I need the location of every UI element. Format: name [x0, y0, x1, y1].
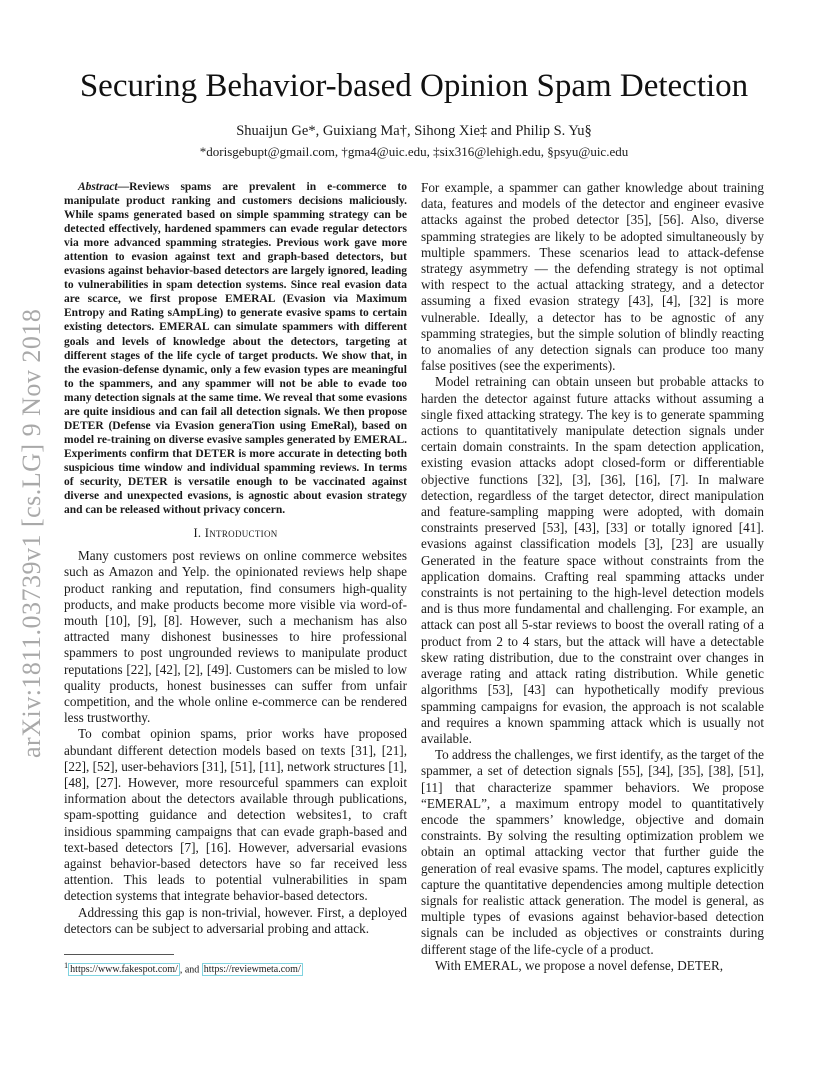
intro-paragraph-5: Model retraining can obtain unseen but probable attacks to harden the detector against future attacks without assuming a single fixed attacking strategy. The key is to generate spamming actions to quantitatively manipulate detection signals under certain domain constraints. In the spam detection application, existing evasion attacks adopt closed-form or differentiable objective functions [32], [3], [36], [16], [7]. In malware detection, regardless of the target detector, direct manipulation and feature-sampling mapping were adopted, with domain constraints preserved [53], [43], [33] or totally ignored [41]. evasions against classification models [3], [23] are usually Generated in the feature space without constraints from the application domains. Crafting real spamming attacks under constraints is not pertaining to the high-level detection models and is thus more fundamental and challenging. For example, an attack can post all 5-star reviews to boost the overall rating of a product from 2 to 4 stars, but the attack will have a detectable skew rating distribution, due to the constraint over changes in average rating and attack rating distribution. While genetic algorithms [53], [43] can hypothetically modify previous spamming campaigns for evasion, the approach is not scalable and requires a known spamming attack which is usually not available. — [421, 374, 764, 746]
author-list: Shuaijun Ge*, Guixiang Ma†, Sihong Xie‡ and Philip S. Yu§ — [236, 123, 592, 139]
footnote — [64, 960, 303, 976]
footnote-mark: 1 — [64, 961, 69, 970]
intro-paragraph-3: Addressing this gap is non-trivial, however. First, a deployed detectors can be subject to adversarial probing and attack. — [64, 904, 407, 936]
abstract-label: Abstract — [78, 181, 118, 193]
intro-paragraph-4: For example, a spammer can gather knowledge about training data, features and models of the detector and engineer evasive attacks against the probed detector [35], [56]. Also, diverse spamming strategies are likely to be adopted simultaneously by multiple spammers. These scenarios lead to attack-defense strategy asymmetry — the defending strategy is not optimal with respect to the actual attacking strategy, and a detector assuming a fixed evasion strategy [43], [4], [32] is more vulnerable. Ideally, a detector has to be agnostic of any spamming strategies, but the simple solution of blindly reacting to anomalies of any detection signals can produce too many false positives (see the experiments). — [421, 180, 764, 374]
paper-title: Securing Behavior-based Opinion Spam Detection — [79, 68, 749, 104]
footnote-divider — [64, 954, 174, 955]
intro-paragraph-6: To address the challenges, we first identify, as the target of the spammer, a set of detection signals [55], [34], [35], [38], [51], [11] that characterize spammer behaviors. We propose “EMERAL”, a maximum entropy model to quantitatively encode the spammers’ knowledge, objective and domain constraints. By solving the resulting optimization problem we obtain an optimal attacking vector that further guide the generation of real evasive spams. The model, captures explicitly capture the quantitative dependencies among multiple detection signals for realistic attack generation. The model is general, as multiple types of evasions against behavior-based detection signals can be included as objectives or constraints during different stage of the life-cycle of a product. — [421, 747, 764, 957]
intro-paragraph-1: Many customers post reviews on online commerce websites such as Amazon and Yelp. the opinionated reviews help shape product ranking and reputation, find consumers high-quality products, and make products become more visible via word-of-mouth [10], [9], [8]. However, such a mechanism has also attracted many dishonest businesses to hire professional spammers to post ungrounded reviews to manipulate product reputations [22], [42], [2], [49]. Customers can be misled to low quality products, honest businesses can suffer from unfair competition, and the whole online e-commerce can be rendered less trustworthy. — [64, 548, 407, 726]
intro-paragraph-7: With EMERAL, we propose a novel defense, DETER, — [435, 957, 724, 973]
abstract-text: —Reviews spams are prevalent in e-commerce to manipulate product ranking and customers decisions maliciously. While spams generated based on simple spamming strategy can be detected effectively, hardened spammers can evade regular detectors via more advanced spamming strategies. Previous work gave more attention to evasion against text and graph-based detectors, but evasions against behavior-based detectors are largely ignored, leading to vulnerabilities in spam detection systems. Since real evasion data are scarce, we first propose EMERAL (Evasion via Maximum Entropy and Rating sAmpLing) to generate evasive spams to certain existing detectors. EMERAL can simulate spammers with different goals and levels of knowledge about the detectors, targeting at different stages of the life cycle of target products. We show that, in the evasion-defense dynamic, only a few evasion types are meaningful to the spammers, and any spammer will not be able to evade too many detection signals at the same time. We reveal that some evasions are quite insidious and can fail all detection signals. We then propose DETER (Defense via Evasion generaTion using EmeRal), based on model re-training on diverse evasive samples generated by EMERAL. Experiments confirm that DETER is more accurate in detecting both suspicious time window and individual spamming reviews. In terms of security, DETER is versatile enough to be vaccinated against diverse and unexpected evasions, is agnostic about evasion strategy and can be released without privacy concern. — [64, 181, 407, 517]
right-column — [421, 180, 764, 974]
left-column — [64, 180, 407, 937]
intro-paragraph-2: To combat opinion spams, prior works have proposed abundant different detection models based on texts [31], [21], [22], [52], user-behaviors [31], [51], [11], network structures [1], [48], [27]. However, more resourceful spammers can exploit information about the detectors available through publications, spam-spotting guidance and detection websites1, to craft insidious spamming campaigns that can evade graph-based and text-based detectors [7], [16]. However, adversarial evasions against behavior-based detectors have so far received less attention. This leads to potential vulnerabilities in spam detection systems that integrate behavior-based detectors. — [64, 726, 407, 904]
abstract — [64, 180, 407, 517]
footnote-separator: , and — [179, 964, 202, 976]
section-heading-introduction — [64, 526, 407, 541]
footnote-link-fakespot[interactable]: https://www.fakespot.com/ — [70, 964, 178, 976]
section-title: Introduction — [204, 526, 278, 541]
footnote-link-reviewmeta[interactable]: https://reviewmeta.com/ — [203, 964, 301, 976]
arxiv-identifier-text: arXiv:1811.03739v1 [cs.LG] 9 Nov 2018 — [17, 308, 46, 758]
author-emails: *dorisgebupt@gmail.com, †gma4@uic.edu, ‡six316@lehigh.edu, §psyu@uic.edu — [199, 144, 629, 159]
arxiv-identifier-stamp — [10, 230, 50, 760]
section-number: I. — [193, 526, 202, 541]
